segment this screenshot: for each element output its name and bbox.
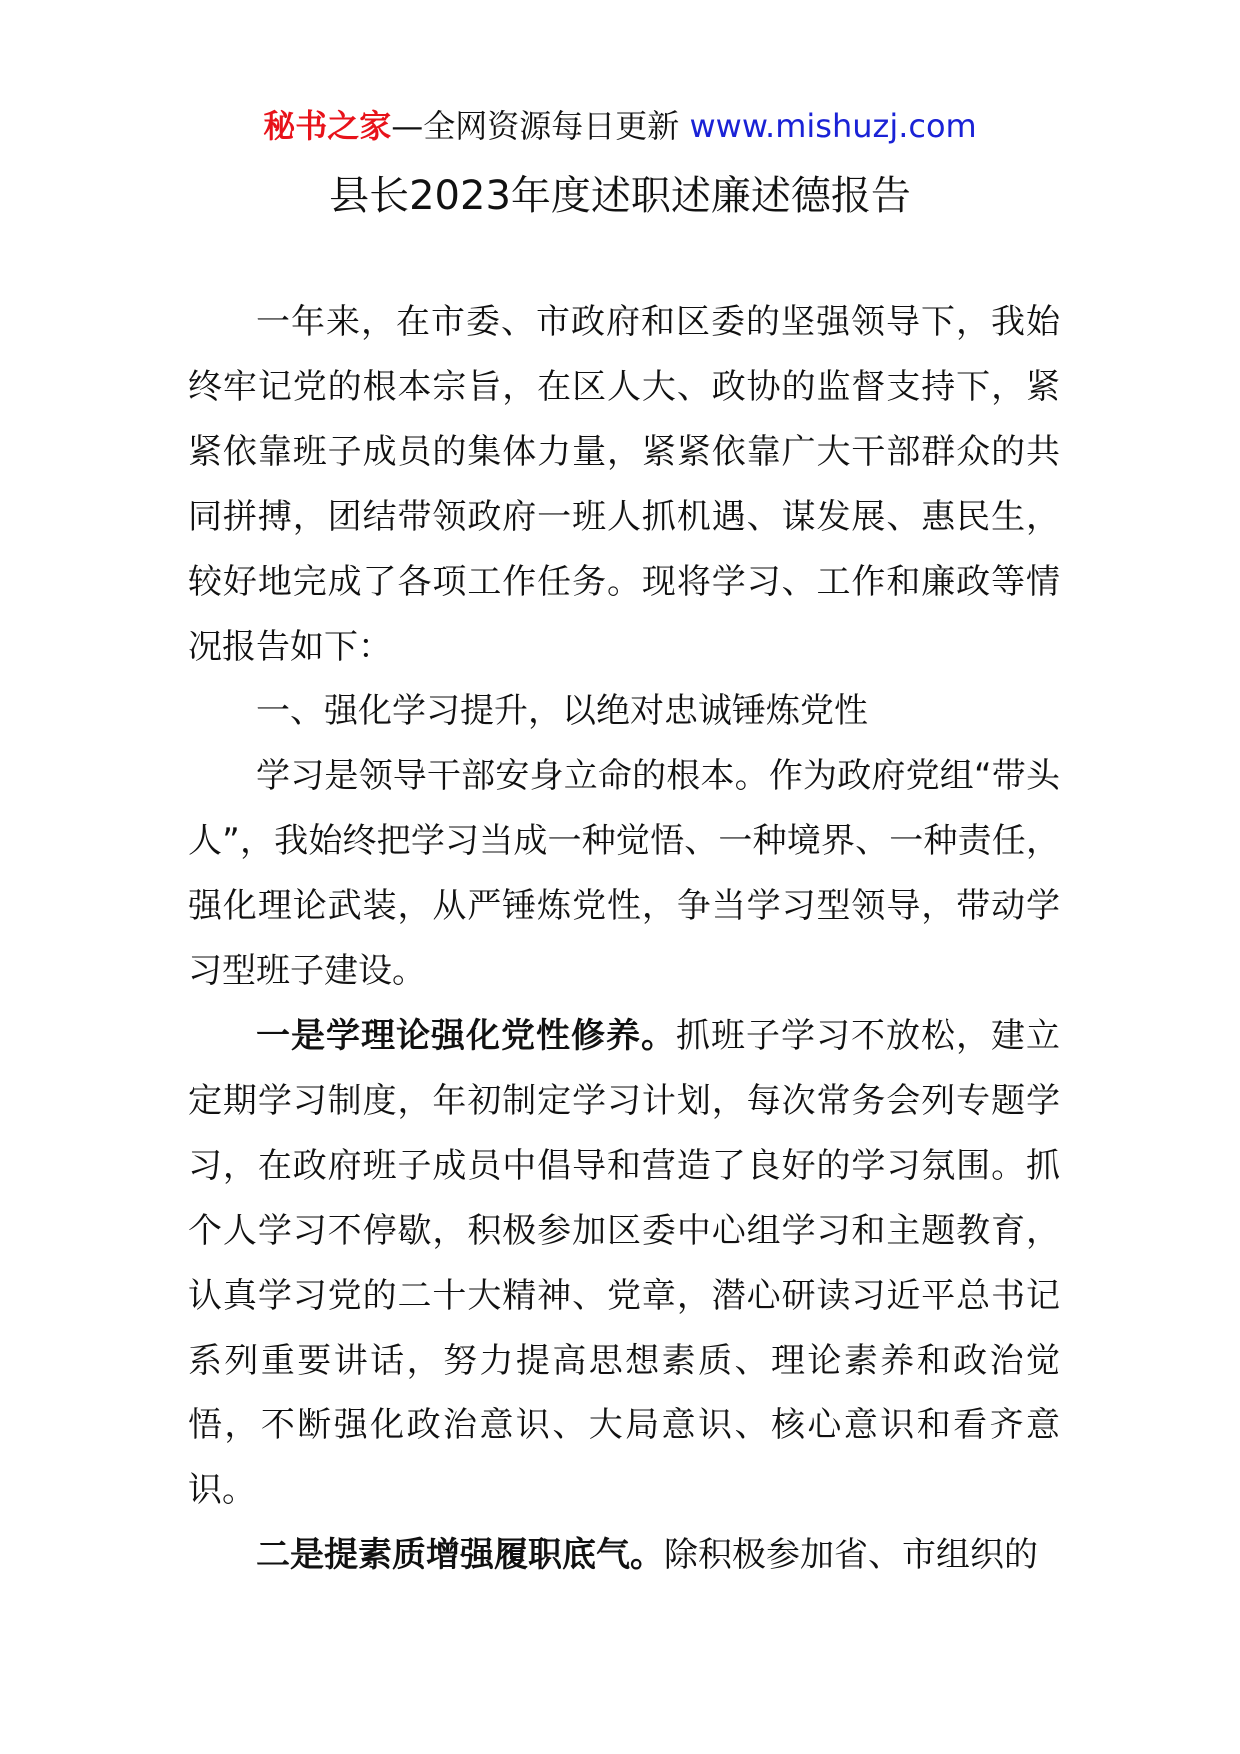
paragraph-intro xyxy=(188,290,1060,679)
site-header xyxy=(0,98,1240,154)
paragraph-text: 一年来，在市委、市政府和区委的坚强领导下，我始终牢记党的根本宗旨，在区人大、政协的监督支持下，紧紧依靠班子成员的集体力量，紧紧依靠广大干部群众的共同拼搏，团结带领政府一班人抓机遇、谋发展、惠民生，较好地完成了各项工作任务。现将学习、工作和廉政等情况报告如下： xyxy=(188,302,1060,667)
section-heading xyxy=(188,679,1060,744)
site-name: 秘书之家 xyxy=(263,107,392,145)
paragraph-text: 抓班子学习不放松，建立定期学习制度，年初制定学习计划，每次常务会列专题学习，在政府班子成员中倡导和营造了良好的学习氛围。抓个人学习不停歇，积极参加区委中心组学习和主题教育，认真学习党的二十大精神、党章，潜心研读习近平总书记系列重要讲话，努力提高思想素质、理论素养和政治觉悟，不断强化政治意识、大局意识、核心意识和看齐意识。 xyxy=(188,1015,1060,1511)
site-slogan: —全网资源每日更新 xyxy=(391,107,690,145)
paragraph-quality xyxy=(188,1523,1060,1588)
paragraph-bold-lead: 二是提素质增强履职底气。 xyxy=(256,1535,664,1576)
paragraph-text: 学习是领导干部安身立命的根本。作为政府党组“带头人”，我始终把学习当成一种觉悟、一种境界、一种责任，强化理论武装，从严锤炼党性，争当学习型领导，带动学习型班子建设。 xyxy=(188,756,1060,992)
paragraph-text: 除积极参加省、市组织的 xyxy=(664,1535,1038,1576)
document-body xyxy=(188,290,1060,1588)
paragraph-learning xyxy=(188,744,1060,1004)
site-url-link[interactable]: www.mishuzj.com xyxy=(689,107,977,145)
document-title: 县长2023年度述职述廉述德报告 xyxy=(329,173,911,219)
paragraph-theory xyxy=(188,1004,1060,1523)
paragraph-bold-lead: 一是学理论强化党性修养。 xyxy=(256,1015,676,1056)
paragraph-text: 一、强化学习提升，以绝对忠诚锤炼党性 xyxy=(256,691,868,732)
